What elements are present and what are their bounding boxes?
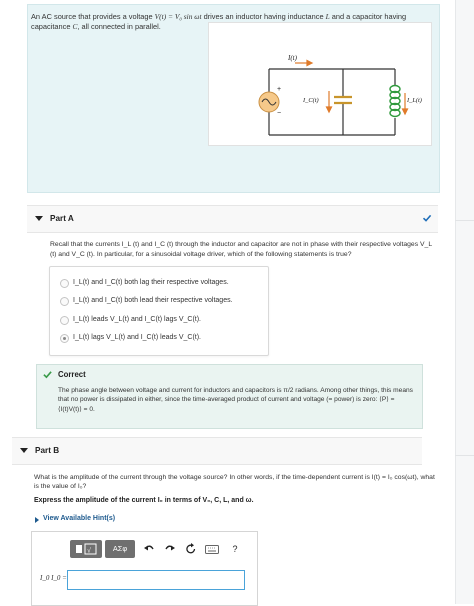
part-a-question: Recall that the currents I_L (t) and I_C (t) through the inductor and capacitor are not in phase with their respective voltages V_L (t) and V_C (t). In particular, for a sinusoidal voltage driver, which of the following statements is true? (50, 241, 432, 258)
part-b-header[interactable] (12, 437, 422, 465)
feedback-title: Correct (58, 370, 86, 379)
answer-input[interactable] (67, 570, 245, 590)
part-a-title: Part A (50, 214, 74, 223)
collapse-triangle-icon[interactable] (35, 216, 43, 221)
part-b-question: What is the amplitude of the current through the voltage source? In other words, if the time-dependent current is I(t) = I₀ cos(ωt), what is the value of I₀? (34, 474, 435, 491)
templates-button[interactable] (70, 540, 102, 558)
collapse-triangle-icon[interactable] (20, 448, 28, 453)
math-toolbar (70, 540, 250, 558)
rail-divider (455, 455, 474, 456)
label-inductor-current: I_L(t) (407, 97, 422, 104)
problem-statement: An AC source that provides a voltage V(t) = V₀ sin ωt drives an inductor having inductance L and a capacitor having capacitance C, all connected in parallel. (31, 12, 407, 31)
feedback-text: The phase angle between voltage and current for inductors and capacitors is π/2 radians. Among other things, this means that no power is dissipated in either, since the time-averaged product of current and voltage (= power) is zero: ⟨P⟩ = ⟨I(t)V(t)⟩ = 0. (58, 387, 413, 413)
keyboard-icon[interactable] (204, 540, 220, 558)
help-button[interactable]: ? (232, 544, 238, 554)
part-b-title: Part B (35, 446, 60, 455)
expand-triangle-icon[interactable] (35, 517, 39, 523)
undo-icon[interactable] (142, 540, 156, 558)
reset-icon[interactable] (184, 540, 198, 558)
part-a-header[interactable] (27, 205, 438, 233)
inductor-coil (390, 86, 400, 117)
radio-button-selected[interactable] (60, 334, 69, 343)
symbols-button[interactable]: ΑΣφ (105, 540, 135, 558)
label-plus: + (277, 86, 282, 93)
circuit-figure (208, 22, 432, 146)
redo-icon[interactable] (163, 540, 177, 558)
label-source-current: I(t) (288, 54, 297, 62)
templates-icon (70, 540, 102, 558)
label-minus: − (277, 110, 282, 117)
part-b-instruction: Express the amplitude of the current I₀ in terms of V₀, C, L, and ω. (34, 497, 254, 504)
svg-text:√: √ (87, 546, 91, 555)
answer-label: I_0 I_0 = (40, 574, 67, 582)
completed-check-icon (422, 213, 432, 223)
label-capacitor-current: I_C(t) (303, 97, 319, 104)
radio-button[interactable] (60, 316, 69, 325)
view-hints-link[interactable]: View Available Hint(s) (43, 515, 116, 522)
radio-button[interactable] (60, 297, 69, 306)
circuit-diagram (209, 23, 431, 145)
rail-divider (455, 220, 474, 221)
correct-check-icon (43, 370, 52, 379)
right-rail (455, 0, 474, 604)
radio-button[interactable] (60, 279, 69, 288)
